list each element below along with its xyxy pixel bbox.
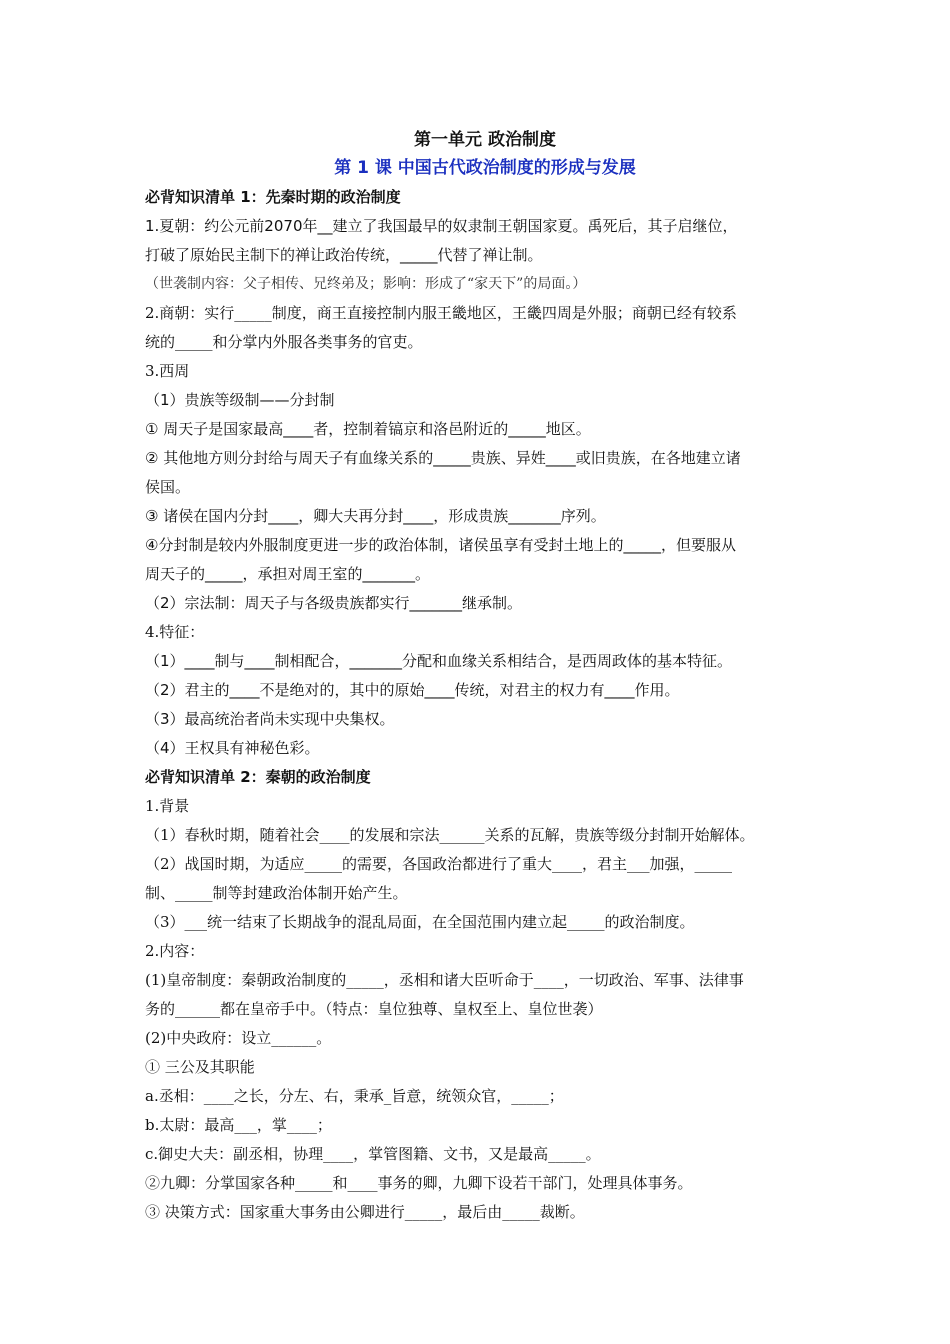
text-line: （2）战国时期，为适应_____的需要，各国政治都进行了重大____，君主___加强，_____: [145, 855, 733, 873]
text-line: （世袭制内容：父子相传、兄终弟及；影响：形成了“家天下”的局面。）: [145, 276, 587, 292]
lesson-title: 第 1 课 中国古代政治制度的形成与发展: [334, 158, 636, 178]
text-line: 2.商朝：实行_____制度，商王直接控制内服王畿地区，王畿四周是外服；商朝已经有较系: [145, 304, 737, 322]
text-line: （3）___统一结束了长期战争的混乱局面，在全国范围内建立起_____的政治制度。: [145, 913, 695, 931]
text-line: ④分封制是较内外服制度更进一步的政治体制，诸侯虽享有受封土地上的_____，但要服从: [145, 536, 736, 554]
text-line: 2.内容：: [145, 942, 205, 960]
text-line: 务的______都在皇帝手中。（特点：皇位独尊、皇权至上、皇位世袭）: [145, 1000, 603, 1018]
section-heading: 必背知识清单 2：秦朝的政治制度: [145, 768, 371, 786]
text-line: （3）最高统治者尚未实现中央集权。: [145, 710, 395, 728]
text-line: （2）君主的____不是绝对的，其中的原始____传统，对君主的权力有____作用。: [145, 681, 680, 699]
document-body: [145, 183, 825, 1227]
text-line: 统的_____和分掌内外服各类事务的官吏。: [145, 333, 423, 351]
text-line: 侯国。: [145, 478, 191, 496]
text-line: ②九卿：分掌国家各种_____和____事务的卿，九卿下设若干部门，处理具体事务。: [145, 1174, 693, 1192]
text-line: （2）宗法制：周天子与各级贵族都实行_______继承制。: [145, 594, 523, 612]
document-page: [145, 125, 825, 1227]
section-heading: 必背知识清单 1：先秦时期的政治制度: [145, 188, 401, 206]
text-line: 1.背景: [145, 797, 190, 815]
text-line: 打破了原始民主制下的禅让政治传统，_____代替了禅让制。: [145, 246, 543, 264]
text-line: (1)皇帝制度：秦朝政治制度的_____，丞相和诸大臣听命于____，一切政治、军事、法律事: [145, 971, 744, 989]
text-line: ③ 决策方式：国家重大事务由公卿进行_____，最后由_____裁断。: [145, 1203, 585, 1221]
text-line: ③ 诸侯在国内分封____，卿大夫再分封____，形成贵族_______序列。: [145, 507, 606, 525]
text-line: （4）王权具有神秘色彩。: [145, 739, 320, 757]
text-line: ① 周天子是国家最高____者，控制着镐京和洛邑附近的_____地区。: [145, 420, 591, 438]
text-line: 1.夏朝：约公元前2070年__建立了我国最早的奴隶制王朝国家夏。禹死后，其子启继位，: [145, 217, 738, 235]
text-line: 3.西周: [145, 362, 190, 380]
text-line: 周天子的_____，承担对周王室的_______。: [145, 565, 431, 583]
text-line: 4.特征：: [145, 623, 205, 641]
text-line: c.御史大夫：副丞相，协理____，掌管图籍、文书，又是最高_____。: [145, 1145, 601, 1163]
text-line: a.丞相：____之长，分左、右，秉承_旨意，统领众官，_____；: [145, 1087, 564, 1105]
text-line: b.太尉：最高___，掌____；: [145, 1116, 332, 1134]
text-line: （1）贵族等级制——分封制: [145, 391, 335, 409]
text-line: （1）春秋时期，随着社会____的发展和宗法______关系的瓦解，贵族等级分封制开始解体。: [145, 826, 755, 844]
text-line: 制、_____制等封建政治体制开始产生。: [145, 884, 408, 902]
text-line: (2)中央政府：设立______。: [145, 1029, 332, 1047]
text-line: ① 三公及其职能: [145, 1058, 255, 1076]
text-line: （1）____制与____制相配合，_______分配和血缘关系相结合，是西周政体的基本特征。: [145, 652, 733, 670]
text-line: ② 其他地方则分封给与周天子有血缘关系的_____贵族、异姓____或旧贵族，在各地建立诸: [145, 449, 741, 467]
unit-title: 第一单元 政治制度: [414, 130, 556, 150]
